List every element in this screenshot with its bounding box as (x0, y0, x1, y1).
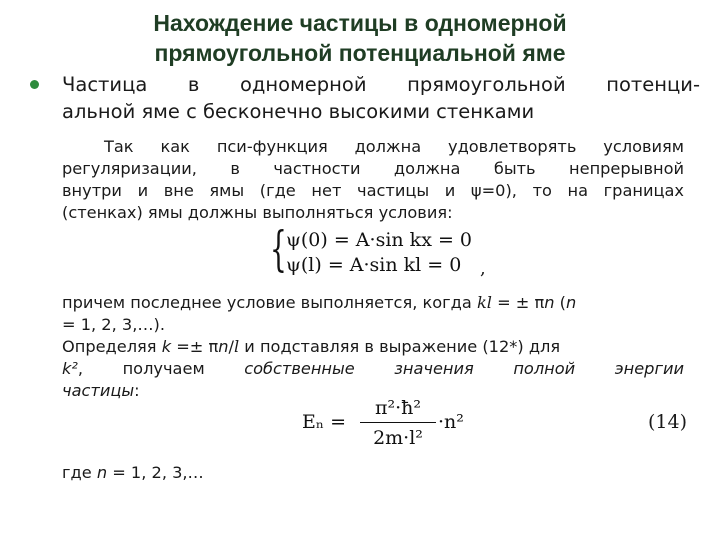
para2-line-1-text: причем последнее условие выполняется, когда (62, 293, 477, 312)
var-k: k (161, 337, 172, 356)
footer-values: = 1, 2, 3,… (107, 463, 204, 482)
bullet-point (30, 71, 700, 125)
para2-line-2: = 1, 2, 3,…). (62, 315, 165, 334)
var-n: n (544, 293, 555, 312)
equation-comma: , (480, 258, 486, 279)
title-line-1: Нахождение частицы в одномерной (153, 10, 567, 36)
energy-rhs: ·n² (438, 411, 464, 433)
energy-fraction (360, 396, 436, 450)
para2-line-1 (62, 292, 684, 314)
var-n-3: n (218, 337, 229, 356)
energy-denominator: 2m·l² (373, 427, 423, 450)
bullet-line-1: Частица в одномерной прямоугольной потенци- (62, 73, 700, 96)
eigenvalues-phrase: собственные значения полной энергии (244, 359, 684, 378)
para2-line-4 (62, 358, 684, 380)
equation-1: ψ(0) = A·sin kx = 0 (286, 229, 472, 251)
footer-var-n: n (96, 463, 108, 482)
para2-line-1-paren: ( (554, 293, 566, 312)
particle-word: частицы (62, 381, 135, 400)
var-kl: kl (476, 293, 492, 312)
equation-2: ψ(l) = A·sin kl = 0 (286, 254, 462, 276)
para1-line-2: регуляризации, в частности должна быть непрерывной (62, 159, 684, 178)
bullet-text (62, 71, 700, 125)
var-n-2: n (565, 293, 577, 312)
para2-line-1-pi: = ± π (491, 293, 545, 312)
energy-numerator: π²·ħ² (375, 397, 421, 419)
energy-lhs: Eₙ = (302, 411, 347, 433)
bullet-line-2: альной яме с бесконечно высокими стенками (62, 100, 535, 123)
footer-text (62, 462, 684, 484)
paragraph-derivation (62, 292, 684, 402)
slide-title (0, 8, 720, 68)
footer-where: где (62, 463, 97, 482)
para2-line-3-pi: =± π (171, 337, 219, 356)
para2-line-3 (62, 336, 684, 358)
bullet-dot-icon (30, 80, 39, 89)
para2-line-3-slash: / (228, 337, 234, 356)
fraction-bar (360, 422, 436, 423)
para1-line-3: внутри и вне ямы (где нет частицы и ψ=0), то на границах (62, 181, 684, 200)
para2-line-3-rest: и подставляя в выражение (12*) для (239, 337, 561, 356)
para2-line-5-colon: : (134, 381, 140, 400)
para2-line-4-text: , получаем (77, 359, 245, 378)
footer-line (62, 462, 684, 484)
var-k2: k² (62, 359, 78, 378)
para1-line-1: Так как пси-функция должна удовлетворять условиям (104, 137, 684, 156)
brace-icon: { (270, 221, 287, 277)
var-l: l (233, 337, 240, 356)
paragraph-conditions (62, 136, 684, 224)
title-line-2: прямоугольной потенциальной яме (154, 40, 566, 66)
para2-line-3-text: Определяя (62, 337, 162, 356)
para1-line-4: (стенках) ямы должны выполняться условия: (62, 203, 453, 222)
equation-number: (14) (648, 411, 688, 433)
